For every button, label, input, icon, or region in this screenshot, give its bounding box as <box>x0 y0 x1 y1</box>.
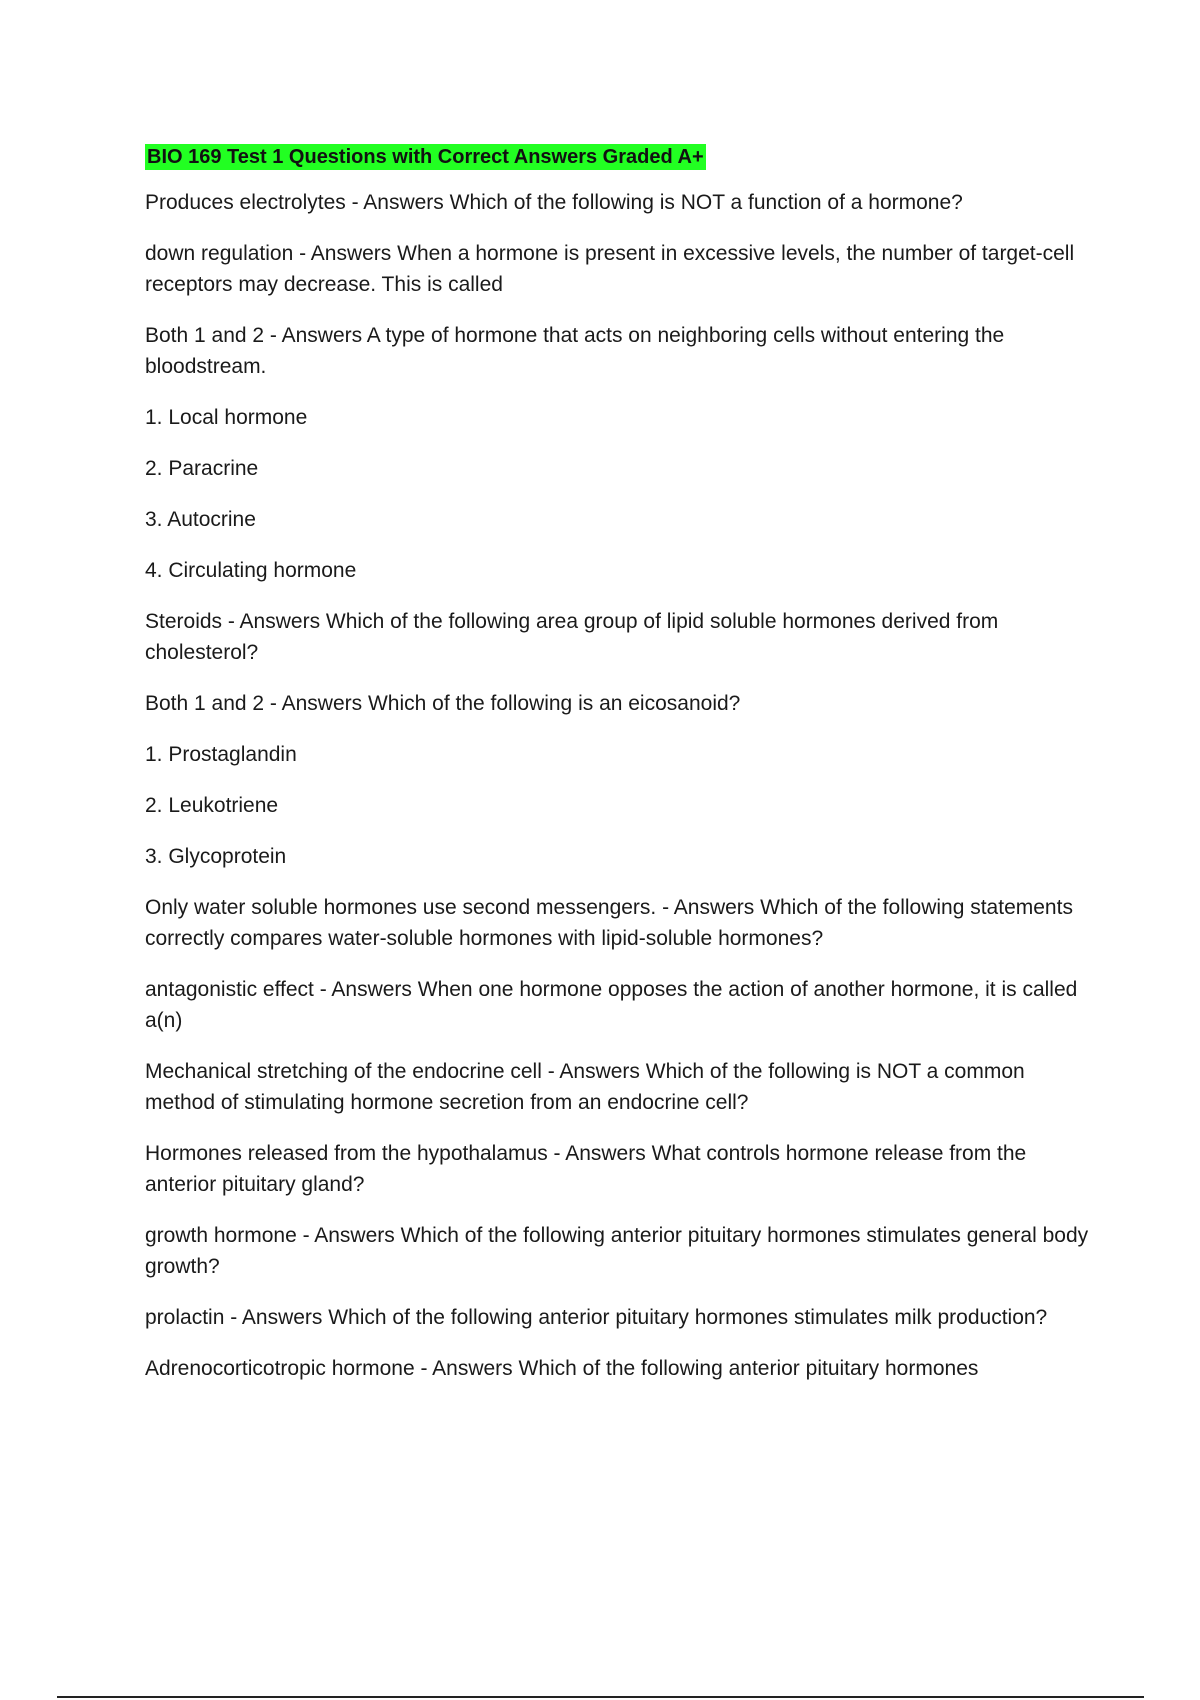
list-item: 3. Autocrine <box>145 508 256 531</box>
qa-paragraph: Adrenocorticotropic hormone - Answers Which of the following anterior pituitary hormones <box>145 1357 979 1380</box>
document-body <box>145 144 1100 1404</box>
list-item: 1. Prostaglandin <box>145 743 297 766</box>
list-item: 2. Paracrine <box>145 457 259 480</box>
document-title: BIO 169 Test 1 Questions with Correct Answers Graded A+ <box>147 146 704 168</box>
qa-paragraph: Mechanical stretching of the endocrine cell - Answers Which of the following is NOT a common method of stimulating hormone secretion from an endocrine cell? <box>145 1060 1025 1114</box>
qa-paragraph: Only water soluble hormones use second messengers. - Answers Which of the following statements correctly compares water-soluble hormones with lipid-soluble hormones? <box>145 896 1073 950</box>
list-item: 2. Leukotriene <box>145 794 279 817</box>
qa-paragraph: Hormones released from the hypothalamus - Answers What controls hormone release from the anterior pituitary gland? <box>145 1142 1027 1196</box>
qa-paragraph: Both 1 and 2 - Answers A type of hormone that acts on neighboring cells without entering the bloodstream. <box>145 324 1005 378</box>
qa-paragraph: Steroids - Answers Which of the following area group of lipid soluble hormones derived from cholesterol? <box>145 610 999 664</box>
qa-paragraph: Both 1 and 2 - Answers Which of the following is an eicosanoid? <box>145 692 741 715</box>
list-item: 3. Glycoprotein <box>145 845 287 868</box>
qa-paragraph: prolactin - Answers Which of the following anterior pituitary hormones stimulates milk production? <box>145 1306 1048 1329</box>
list-item: 4. Circulating hormone <box>145 559 357 582</box>
qa-paragraph: antagonistic effect - Answers When one hormone opposes the action of another hormone, it is called a(n) <box>145 978 1078 1032</box>
page-bottom-rule <box>57 1696 1144 1698</box>
qa-paragraph: Produces electrolytes - Answers Which of the following is NOT a function of a hormone? <box>145 191 963 214</box>
list-item: 1. Local hormone <box>145 406 308 429</box>
qa-paragraph: down regulation - Answers When a hormone is present in excessive levels, the number of target-cell receptors may decrease. This is called <box>145 242 1075 296</box>
qa-paragraph: growth hormone - Answers Which of the following anterior pituitary hormones stimulates general body growth? <box>145 1224 1089 1278</box>
